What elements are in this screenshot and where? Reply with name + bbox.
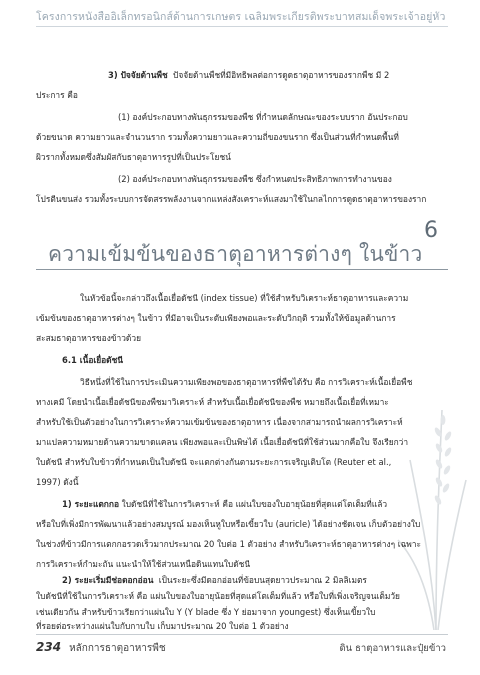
stage1-line1 [62,494,387,514]
stage1-line4: การวิเคราะห์กำมะถัน แนะนำให้ใช้ส่วนเหนือดินแทนใบดัชนี [36,559,251,569]
item2-line2: โปรตีนขนส่ง รวมทั้งระบบการจัดสรรพลังงานจากแหล่งสังเคราะห์แสงมาใช้ในกลไกการดูดธาตุอาหารของราก [36,194,427,204]
chapter-number: 6 [424,218,438,243]
sec61-line4: มาแปลความหมายด้านความขาดแคลน เพียงพอและเป็นพิษได้ เนื้อเยื่อดัชนีที่ใช้ส่วนมากคือใบ จึงเรียกว่า [36,437,409,447]
stage2-label: 2) ระยะเริ่มมีช่อดอกอ่อน [62,575,154,585]
stage2-line4: ที่รอยต่อระหว่างแผ่นใบกับกาบใบ เก็บมาประมาณ 20 ใบต่อ 1 ตัวอย่าง [36,621,289,631]
book-title: หลักการธาตุอาหารพืช [69,643,166,654]
factor3-text: ปัจจัยด้านพืชที่มีอิทธิพลต่อการดูดธาตุอาหารของรากพืช มี 2 [173,70,390,80]
intro-line1: ในหัวข้อนี้จะกล่าวถึงเนื้อเยื่อดัชนี (index tissue) ที่ใช้สำหรับวิเคราะห์ธาตุอาหารและความ [80,293,409,303]
intro-line3: สะสมธาตุอาหารของข้าวด้วย [36,333,141,343]
section-61-heading-text: 6.1 เนื้อเยื่อดัชนี [62,355,124,365]
page-header [0,0,480,30]
sec61-line1: วิธีหนึ่งที่ใช้ในการประเมินความเพียงพอของธาตุอาหารที่พืชได้รับ คือ การวิเคราะห์เนื้อเยื่อพืช [80,377,413,387]
chapter-title: ความเข้มข้นของธาตุอาหารต่างๆ ในข้าว [48,242,423,266]
footer-left [36,640,166,656]
sec61-line2: ทางเคมี โดยนำเนื้อเยื่อดัชนีของพืชมาวิเคราะห์ สำหรับเนื้อเยื่อดัชนีของพืช หมายถึงเนื้อเยื่อที่เหมาะ [36,397,389,407]
header-divider [36,26,448,27]
chapter-divider [36,269,448,270]
stage2-text1: เป็นระยะซึ่งมีดอกอ่อนที่ข้อบนสุดยาวประมาณ 2 มิลลิเมตร [158,575,367,585]
stage2-line3: เช่นเดียวกัน สำหรับข้าวเรียกว่าแผ่นใบ Y (Y blade ซึ่ง Y ย่อมาจาก youngest) ซึ่งเห็นเขี้ยวใบ [36,607,376,617]
footer-chapter-ref: ดิน ธาตุอาหารและปุ๋ยข้าว [339,643,446,654]
factor3-label: 3) ปัจจัยด้านพืช [108,70,168,80]
sec61-line5: ใบดัชนี สำหรับใบข้าวที่กำหนดเป็นใบดัชนี จะแตกต่างกันตามระยะการเจริญเติบโต (Reuter et al., [36,457,392,467]
rice-plant-illustration [392,390,472,630]
factor3-line [108,65,389,85]
page-number: 234 [36,640,62,654]
footer-divider [36,634,448,635]
stage1-text1: ใบดัชนีที่ใช้ในการวิเคราะห์ คือ แผ่นใบของใบอายุน้อยที่สุดแต่โตเต็มที่แล้ว [121,499,388,509]
stage1-line3: ในช่วงที่ข้าวมีการแตกกอรวดเร็วมากประมาณ 20 ใบต่อ 1 ตัวอย่าง สำหรับวิเคราะห์ธาตุอาหารต่างๆ เฉพาะ [36,539,422,549]
sec61-line3: สำหรับใช้เป็นตัวอย่างในการวิเคราะห์ความเข้มข้นของธาตุอาหาร เนื่องจากสามารถนำผลการวิเคราะห์ [36,417,403,427]
item2-line1: (2) องค์ประกอบทางพันธุกรรมของพืช ซึ่งกำหนดประสิทธิภาพการทำงานของ [118,174,392,184]
stage1-line2: หรือใบที่เพิ่งมีการพัฒนาแล้วอย่างสมบูรณ์ มองเห็นหูใบหรือเขี้ยวใบ (auricle) ได้อย่างชัดเจน เก็บตัวอย่างใบ [36,519,421,529]
stage2-line1 [62,572,367,588]
item1-line2: ด้วยขนาด ความยาวและจำนวนราก รวมทั้งความยาวและความถี่ของขนราก ซึ่งเป็นส่วนที่กำหนดพื้นที่ [36,132,399,142]
stage2-line2: ใบดัชนีที่ใช้ในการวิเคราะห์ คือ แผ่นใบของใบอายุน้อยที่สุดแต่โตเต็มที่แล้ว หรือใบที่เพิ่งเจริญจนเต็มวัย [36,591,400,601]
stage1-label: 1) ระยะแตกกอ [62,499,119,509]
header-title: โครงการหนังสืออิเล็กทรอนิกส์ด้านการเกษตร เฉลิมพระเกียรติพระบาทสมเด็จพระเจ้าอยู่หัว [36,11,446,23]
item1-line1: (1) องค์ประกอบทางพันธุกรรมของพืช ที่กำหนดลักษณะของระบบราก อันประกอบ [118,112,408,122]
factor3-continuation: ประการ คือ [36,90,78,100]
sec61-line6: 1997) ดังนี้ [36,477,79,487]
intro-line2: เข้มข้นของธาตุอาหารต่างๆ ในข้าว ที่มีอาจเป็นระดับเพียงพอและระดับวิกฤติ รวมทั้งให้ข้อมูลด้านการ [36,313,396,323]
item1-line3: ผิวรากทั้งหมดซึ่งสัมผัสกับธาตุอาหารรูปที่เป็นประโยชน์ [36,152,231,162]
section-61-heading [62,350,123,370]
